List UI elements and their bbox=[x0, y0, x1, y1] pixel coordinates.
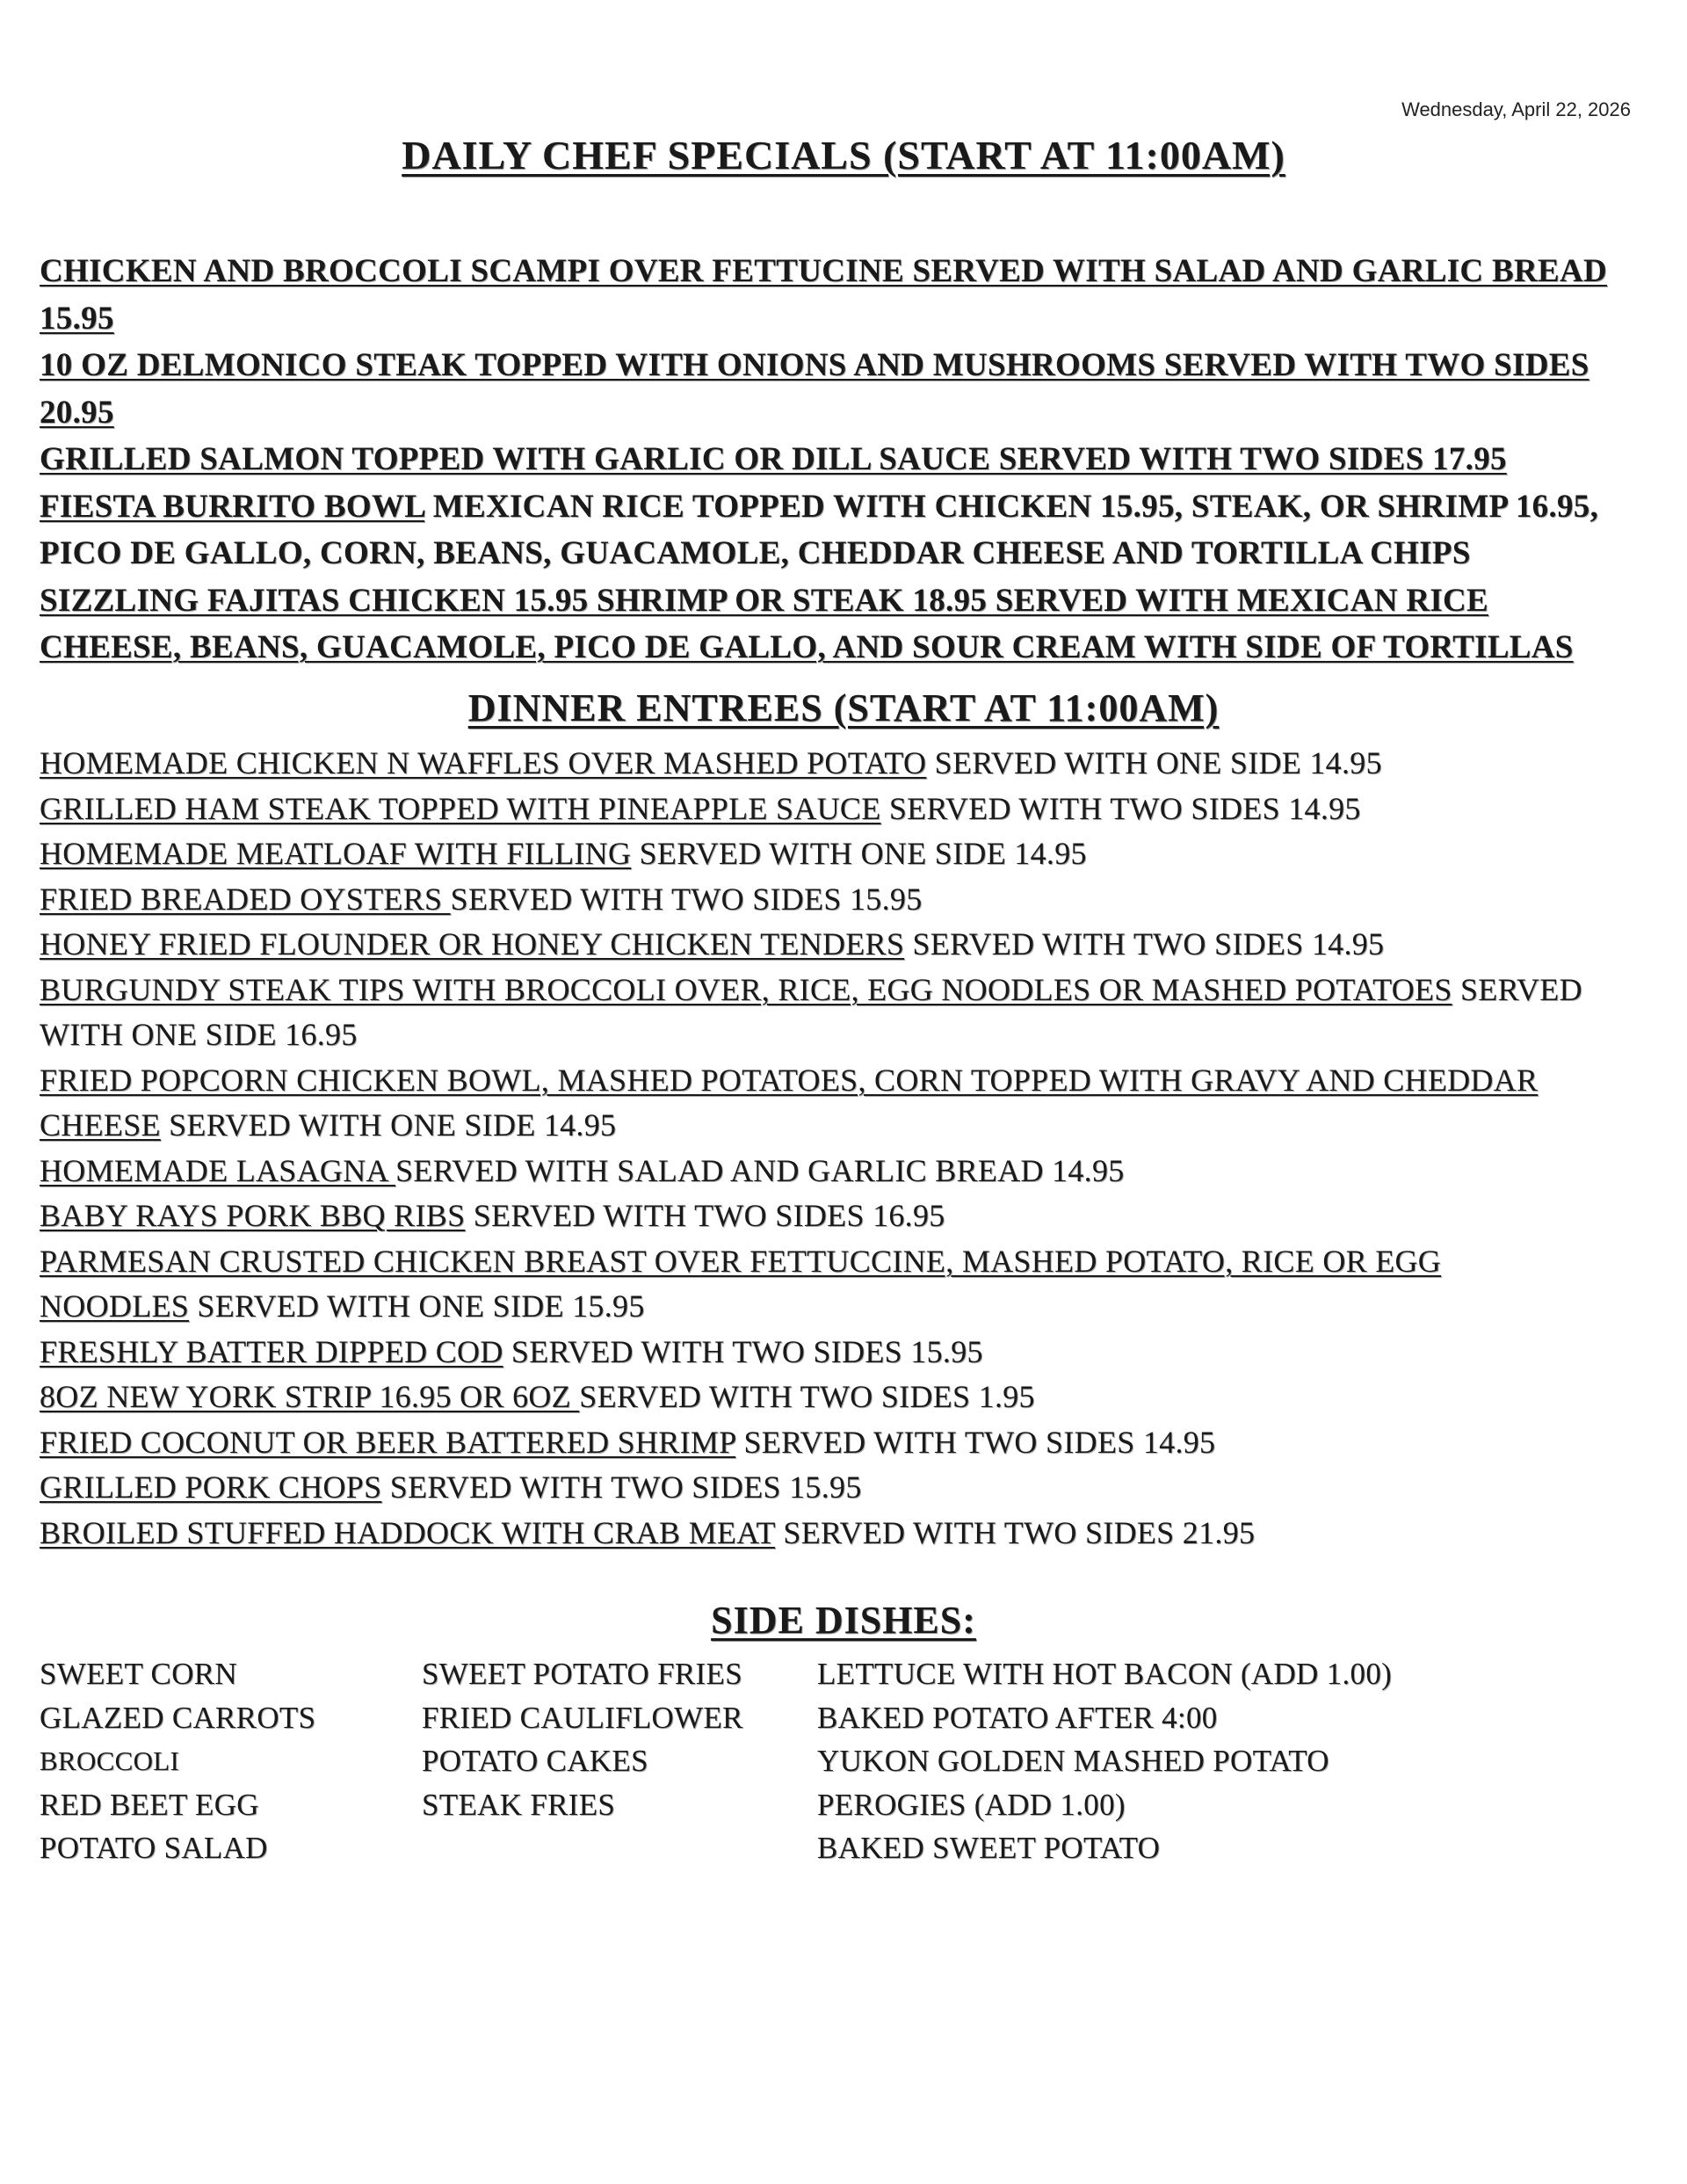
menu-date: Wednesday, April 22, 2026 bbox=[1401, 98, 1631, 120]
menu-item-name: HOMEMADE MEATLOAF WITH FILLING bbox=[40, 836, 632, 871]
side-dish-item: STEAK FRIES bbox=[422, 1787, 616, 1822]
menu-item-name: BABY RAYS PORK BBQ RIBS bbox=[40, 1198, 466, 1233]
side-dish-item: LETTUCE WITH HOT BACON (ADD 1.00) bbox=[817, 1657, 1393, 1691]
entree-line bbox=[40, 1511, 1647, 1556]
side-dish-item: FRIED CAULIFLOWER bbox=[422, 1700, 743, 1735]
menu-item-name: NOODLES bbox=[40, 1288, 190, 1324]
entree-line bbox=[40, 831, 1647, 877]
menu-item-name: CHICKEN AND BROCCOLI SCAMPI OVER FETTUCINE SERVED WITH SALAD AND GARLIC BREAD bbox=[40, 253, 1608, 289]
side-dish-item: SWEET CORN bbox=[40, 1657, 237, 1691]
entree-line bbox=[40, 1058, 1647, 1104]
menu-item-name: CHEESE bbox=[40, 1107, 161, 1143]
menu-item-detail: SERVED WITH TWO SIDES 15.95 bbox=[381, 1469, 862, 1505]
side-dish-item: GLAZED CARROTS bbox=[40, 1700, 316, 1735]
menu-item-detail: SERVED WITH ONE SIDE 14.95 bbox=[631, 836, 1087, 871]
side-dish-item: POTATO CAKES bbox=[422, 1744, 648, 1778]
entree-line bbox=[40, 787, 1647, 832]
entree-line bbox=[40, 1330, 1647, 1375]
special-line bbox=[40, 295, 1647, 343]
sides-heading bbox=[0, 1598, 1687, 1643]
entree-line bbox=[40, 1149, 1647, 1194]
menu-item-name: 10 OZ DELMONICO STEAK TOPPED WITH ONIONS AND MUSHROOMS SERVED WITH TWO SIDES 20.95 bbox=[40, 347, 1589, 431]
menu-item-name: BROILED STUFFED HADDOCK WITH CRAB MEAT bbox=[40, 1514, 776, 1550]
special-line bbox=[40, 483, 1647, 531]
menu-item-name: FRIED COCONUT OR BEER BATTERED SHRIMP bbox=[40, 1424, 736, 1460]
special-line bbox=[40, 530, 1647, 577]
menu-item-detail: WITH ONE SIDE 16.95 bbox=[40, 1017, 358, 1052]
entree-line bbox=[40, 922, 1647, 968]
menu-item-name: GRILLED HAM STEAK TOPPED WITH PINEAPPLE SAUCE bbox=[40, 790, 881, 826]
menu-item-detail: SERVED WITH ONE SIDE 14.95 bbox=[926, 745, 1382, 780]
menu-item-detail: SERVED WITH ONE SIDE 15.95 bbox=[189, 1288, 645, 1324]
entree-line bbox=[40, 968, 1647, 1013]
entree-line bbox=[40, 1465, 1647, 1511]
entree-line bbox=[40, 741, 1647, 787]
menu-item-name: SIZZLING FAJITAS CHICKEN 15.95 SHRIMP OR STEAK 18.95 SERVED WITH MEXICAN RICE bbox=[40, 582, 1489, 619]
menu-item-name: 8OZ NEW YORK STRIP 16.95 OR 6OZ bbox=[40, 1379, 580, 1414]
menu-item-name: BURGUNDY STEAK TIPS WITH BROCCOLI OVER, RICE, EGG NOODLES OR MASHED POTATOES bbox=[40, 971, 1452, 1007]
entree-line bbox=[40, 1375, 1647, 1420]
special-line bbox=[40, 342, 1647, 436]
menu-item-detail: SERVED bbox=[1452, 971, 1582, 1007]
menu-item-detail: SERVED WITH TWO SIDES 15.95 bbox=[450, 881, 923, 917]
special-line bbox=[40, 577, 1647, 625]
menu-item-name: PARMESAN CRUSTED CHICKEN BREAST OVER FETTUCCINE, MASHED POTATO, RICE OR EGG bbox=[40, 1243, 1442, 1279]
side-dish-item: BAKED POTATO AFTER 4:00 bbox=[817, 1700, 1218, 1735]
menu-item-detail: PICO DE GALLO, CORN, BEANS, GUACAMOLE, CHEDDAR CHEESE AND TORTILLA CHIPS bbox=[40, 535, 1471, 571]
menu-item-name: HOMEMADE CHICKEN N WAFFLES OVER MASHED POTATO bbox=[40, 745, 927, 780]
sides-column-3 bbox=[817, 1652, 1392, 1870]
side-dish-item: PEROGIES (ADD 1.00) bbox=[817, 1787, 1126, 1822]
entree-line bbox=[40, 1284, 1647, 1330]
menu-item-name: FRIED BREADED OYSTERS bbox=[40, 881, 451, 917]
menu-item-name: 15.95 bbox=[40, 300, 114, 337]
menu-item-name: FIESTA BURRITO BOWL bbox=[40, 488, 425, 525]
menu-item-name: GRILLED SALMON TOPPED WITH GARLIC OR DILL SAUCE SERVED WITH TWO SIDES 17.95 bbox=[40, 441, 1507, 477]
special-line bbox=[40, 624, 1647, 671]
entree-line bbox=[40, 1239, 1647, 1285]
menu-item-detail: SERVED WITH TWO SIDES 21.95 bbox=[775, 1514, 1256, 1550]
entrees-heading bbox=[0, 686, 1687, 730]
menu-item-detail: SERVED WITH ONE SIDE 14.95 bbox=[160, 1107, 617, 1143]
side-dish-item: SWEET POTATO FRIES bbox=[422, 1657, 742, 1691]
side-dish-item: BROCCOLI bbox=[40, 1745, 180, 1776]
sides-column-2 bbox=[422, 1652, 743, 1826]
menu-item-name: FRESHLY BATTER DIPPED COD bbox=[40, 1333, 503, 1369]
sides-column-1 bbox=[40, 1652, 315, 1870]
menu-item-detail: SERVED WITH TWO SIDES 15.95 bbox=[503, 1333, 983, 1369]
entrees-heading-text: DINNER ENTREES (START AT 11:00AM) bbox=[467, 686, 1220, 729]
menu-item-name: HOMEMADE LASAGNA bbox=[40, 1152, 396, 1188]
entree-line bbox=[40, 1103, 1647, 1149]
menu-item-detail: SERVED WITH TWO SIDES 14.95 bbox=[904, 926, 1385, 961]
side-dish-item: RED BEET EGG bbox=[40, 1787, 259, 1822]
specials-list bbox=[40, 248, 1647, 671]
entree-line bbox=[40, 1420, 1647, 1466]
entree-line bbox=[40, 1012, 1647, 1058]
menu-item-detail: SERVED WITH TWO SIDES 14.95 bbox=[880, 790, 1361, 826]
sides-heading-text: SIDE DISHES: bbox=[711, 1599, 976, 1642]
menu-item-detail: SERVED WITH TWO SIDES 1.95 bbox=[579, 1379, 1035, 1414]
special-line bbox=[40, 248, 1647, 295]
specials-heading bbox=[0, 132, 1687, 178]
entree-line bbox=[40, 877, 1647, 923]
menu-item-name: GRILLED PORK CHOPS bbox=[40, 1469, 382, 1505]
side-dish-item: BAKED SWEET POTATO bbox=[817, 1831, 1161, 1865]
special-line bbox=[40, 436, 1647, 483]
menu-item-name: FRIED POPCORN CHICKEN BOWL, MASHED POTATOES, CORN TOPPED WITH GRAVY AND CHEDDAR bbox=[40, 1062, 1539, 1098]
side-dish-item: YUKON GOLDEN MASHED POTATO bbox=[817, 1744, 1329, 1778]
menu-item-detail: SERVED WITH SALAD AND GARLIC BREAD 14.95 bbox=[395, 1152, 1125, 1188]
entrees-list bbox=[40, 741, 1647, 1556]
menu-item-detail: SERVED WITH TWO SIDES 16.95 bbox=[465, 1198, 945, 1233]
entree-line bbox=[40, 1194, 1647, 1239]
menu-item-name: HONEY FRIED FLOUNDER OR HONEY CHICKEN TENDERS bbox=[40, 926, 905, 961]
side-dish-item: POTATO SALAD bbox=[40, 1831, 268, 1865]
menu-item-detail: SERVED WITH TWO SIDES 14.95 bbox=[735, 1424, 1216, 1460]
menu-item-name: CHEESE, BEANS, GUACAMOLE, PICO DE GALLO, AND SOUR CREAM WITH SIDE OF TORTILLAS bbox=[40, 629, 1574, 665]
specials-heading-text: DAILY CHEF SPECIALS (START AT 11:00AM) bbox=[402, 133, 1285, 178]
menu-item-detail: MEXICAN RICE TOPPED WITH CHICKEN 15.95, STEAK, OR SHRIMP 16.95, bbox=[424, 488, 1599, 525]
